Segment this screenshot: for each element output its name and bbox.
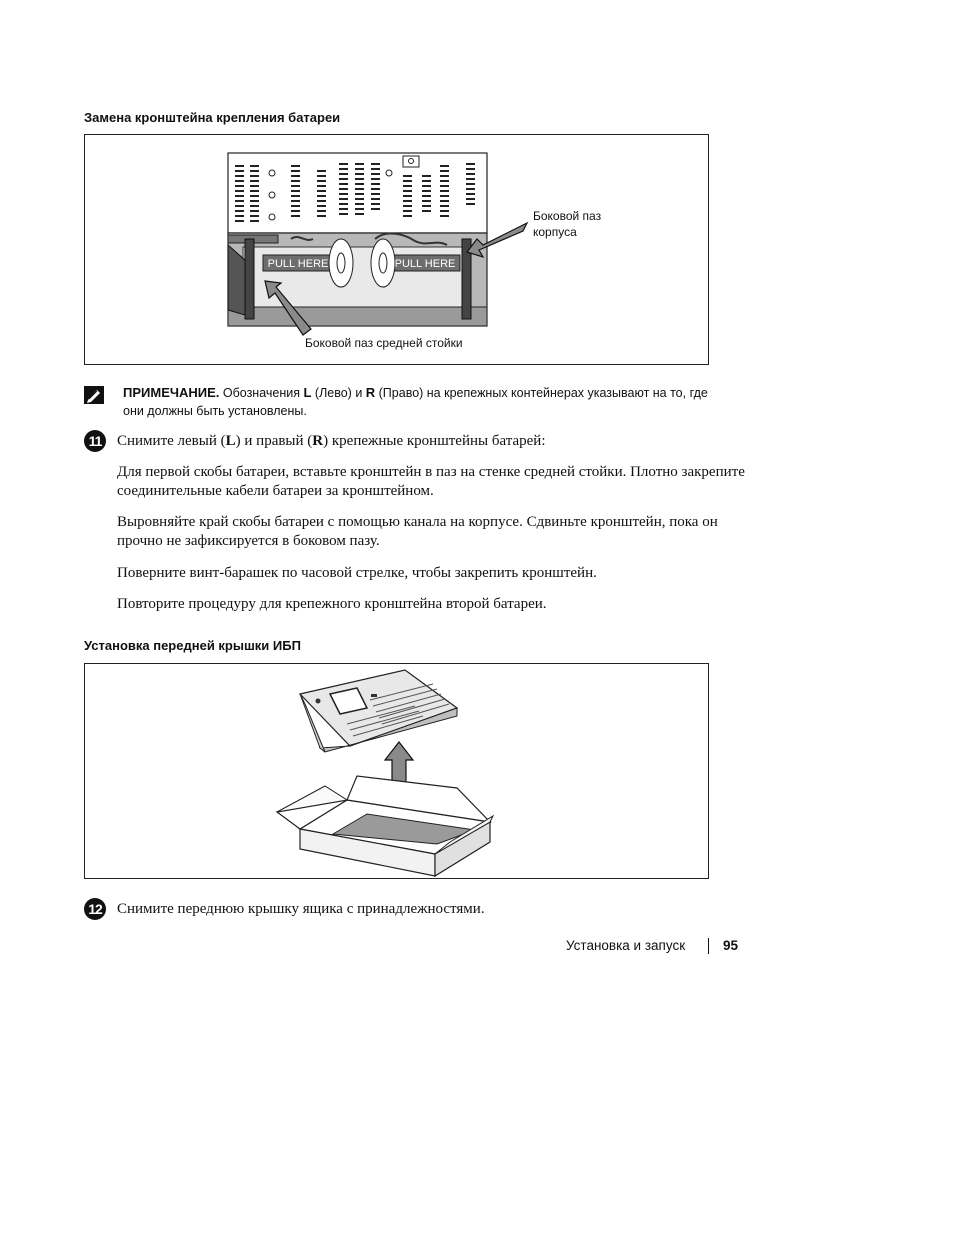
note-text-part2: (Лево) и [311, 386, 366, 400]
step-11-part2: ) и правый ( [235, 433, 313, 449]
pencil-note-icon [84, 386, 104, 404]
step-11-right-letter: R [312, 433, 324, 449]
step-12-text: Снимите переднюю крышку ящика с принадлежностями. [117, 901, 485, 917]
figure-front-cover [84, 663, 709, 879]
section-title-front-cover: Установка передней крышки ИБП [84, 638, 301, 653]
note-text-part1: Обозначения [219, 386, 304, 400]
step-11-paragraph: Выровняйте край скобы батареи с помощью канала на корпусе. Сдвиньте кронштейн, пока он прочно не зафиксируется в боковом пазу. [117, 514, 718, 549]
note-left-letter: L [303, 385, 312, 400]
pull-here-right-label: PULL HERE [394, 258, 456, 270]
note-right-letter: R [365, 385, 376, 400]
note-text-part4: они должны быть установлены. [123, 404, 307, 418]
label-middle-post-slot: Боковой паз средней стойки [305, 336, 463, 350]
footer-divider [708, 938, 709, 954]
battery-bracket-illustration [85, 135, 708, 364]
figure-battery-bracket [84, 134, 709, 365]
step-11-text [117, 432, 546, 451]
note-text [123, 384, 753, 420]
note-label: ПРИМЕЧАНИЕ. [123, 385, 220, 400]
step-11-part3: ) крепежные кронштейны батарей: [323, 433, 546, 449]
label-housing-side-slot-line2: корпуса [533, 225, 577, 239]
section-title-battery-bracket: Замена кронштейна крепления батареи [84, 110, 341, 125]
label-housing-side-slot: Боковой паз [533, 209, 602, 223]
box-cover-illustration [85, 664, 708, 878]
footer-section-name: Установка и запуск [566, 938, 686, 953]
step-11-paragraph: Поверните винт-барашек по часовой стрелке, чтобы закрепить кронштейн. [117, 565, 597, 581]
step-11-left-letter: L [225, 433, 236, 449]
step-number-11: 11 [84, 430, 106, 452]
step-11-paragraph: Повторите процедуру для крепежного кронштейна второй батареи. [117, 596, 547, 612]
note-text-part3: (Право) на крепежных контейнерах указывают на то, где [375, 386, 708, 400]
pull-here-left-label: PULL HERE [267, 258, 329, 270]
step-number-12: 12 [84, 898, 106, 920]
footer-page-number: 95 [723, 938, 739, 953]
step-11-part1: Снимите левый ( [117, 433, 226, 449]
step-11-paragraph: Для первой скобы батареи, вставьте кронштейн в паз на стенке средней стойки. Плотно закрепите соединительные кабели батареи за кронштейном. [117, 464, 745, 499]
